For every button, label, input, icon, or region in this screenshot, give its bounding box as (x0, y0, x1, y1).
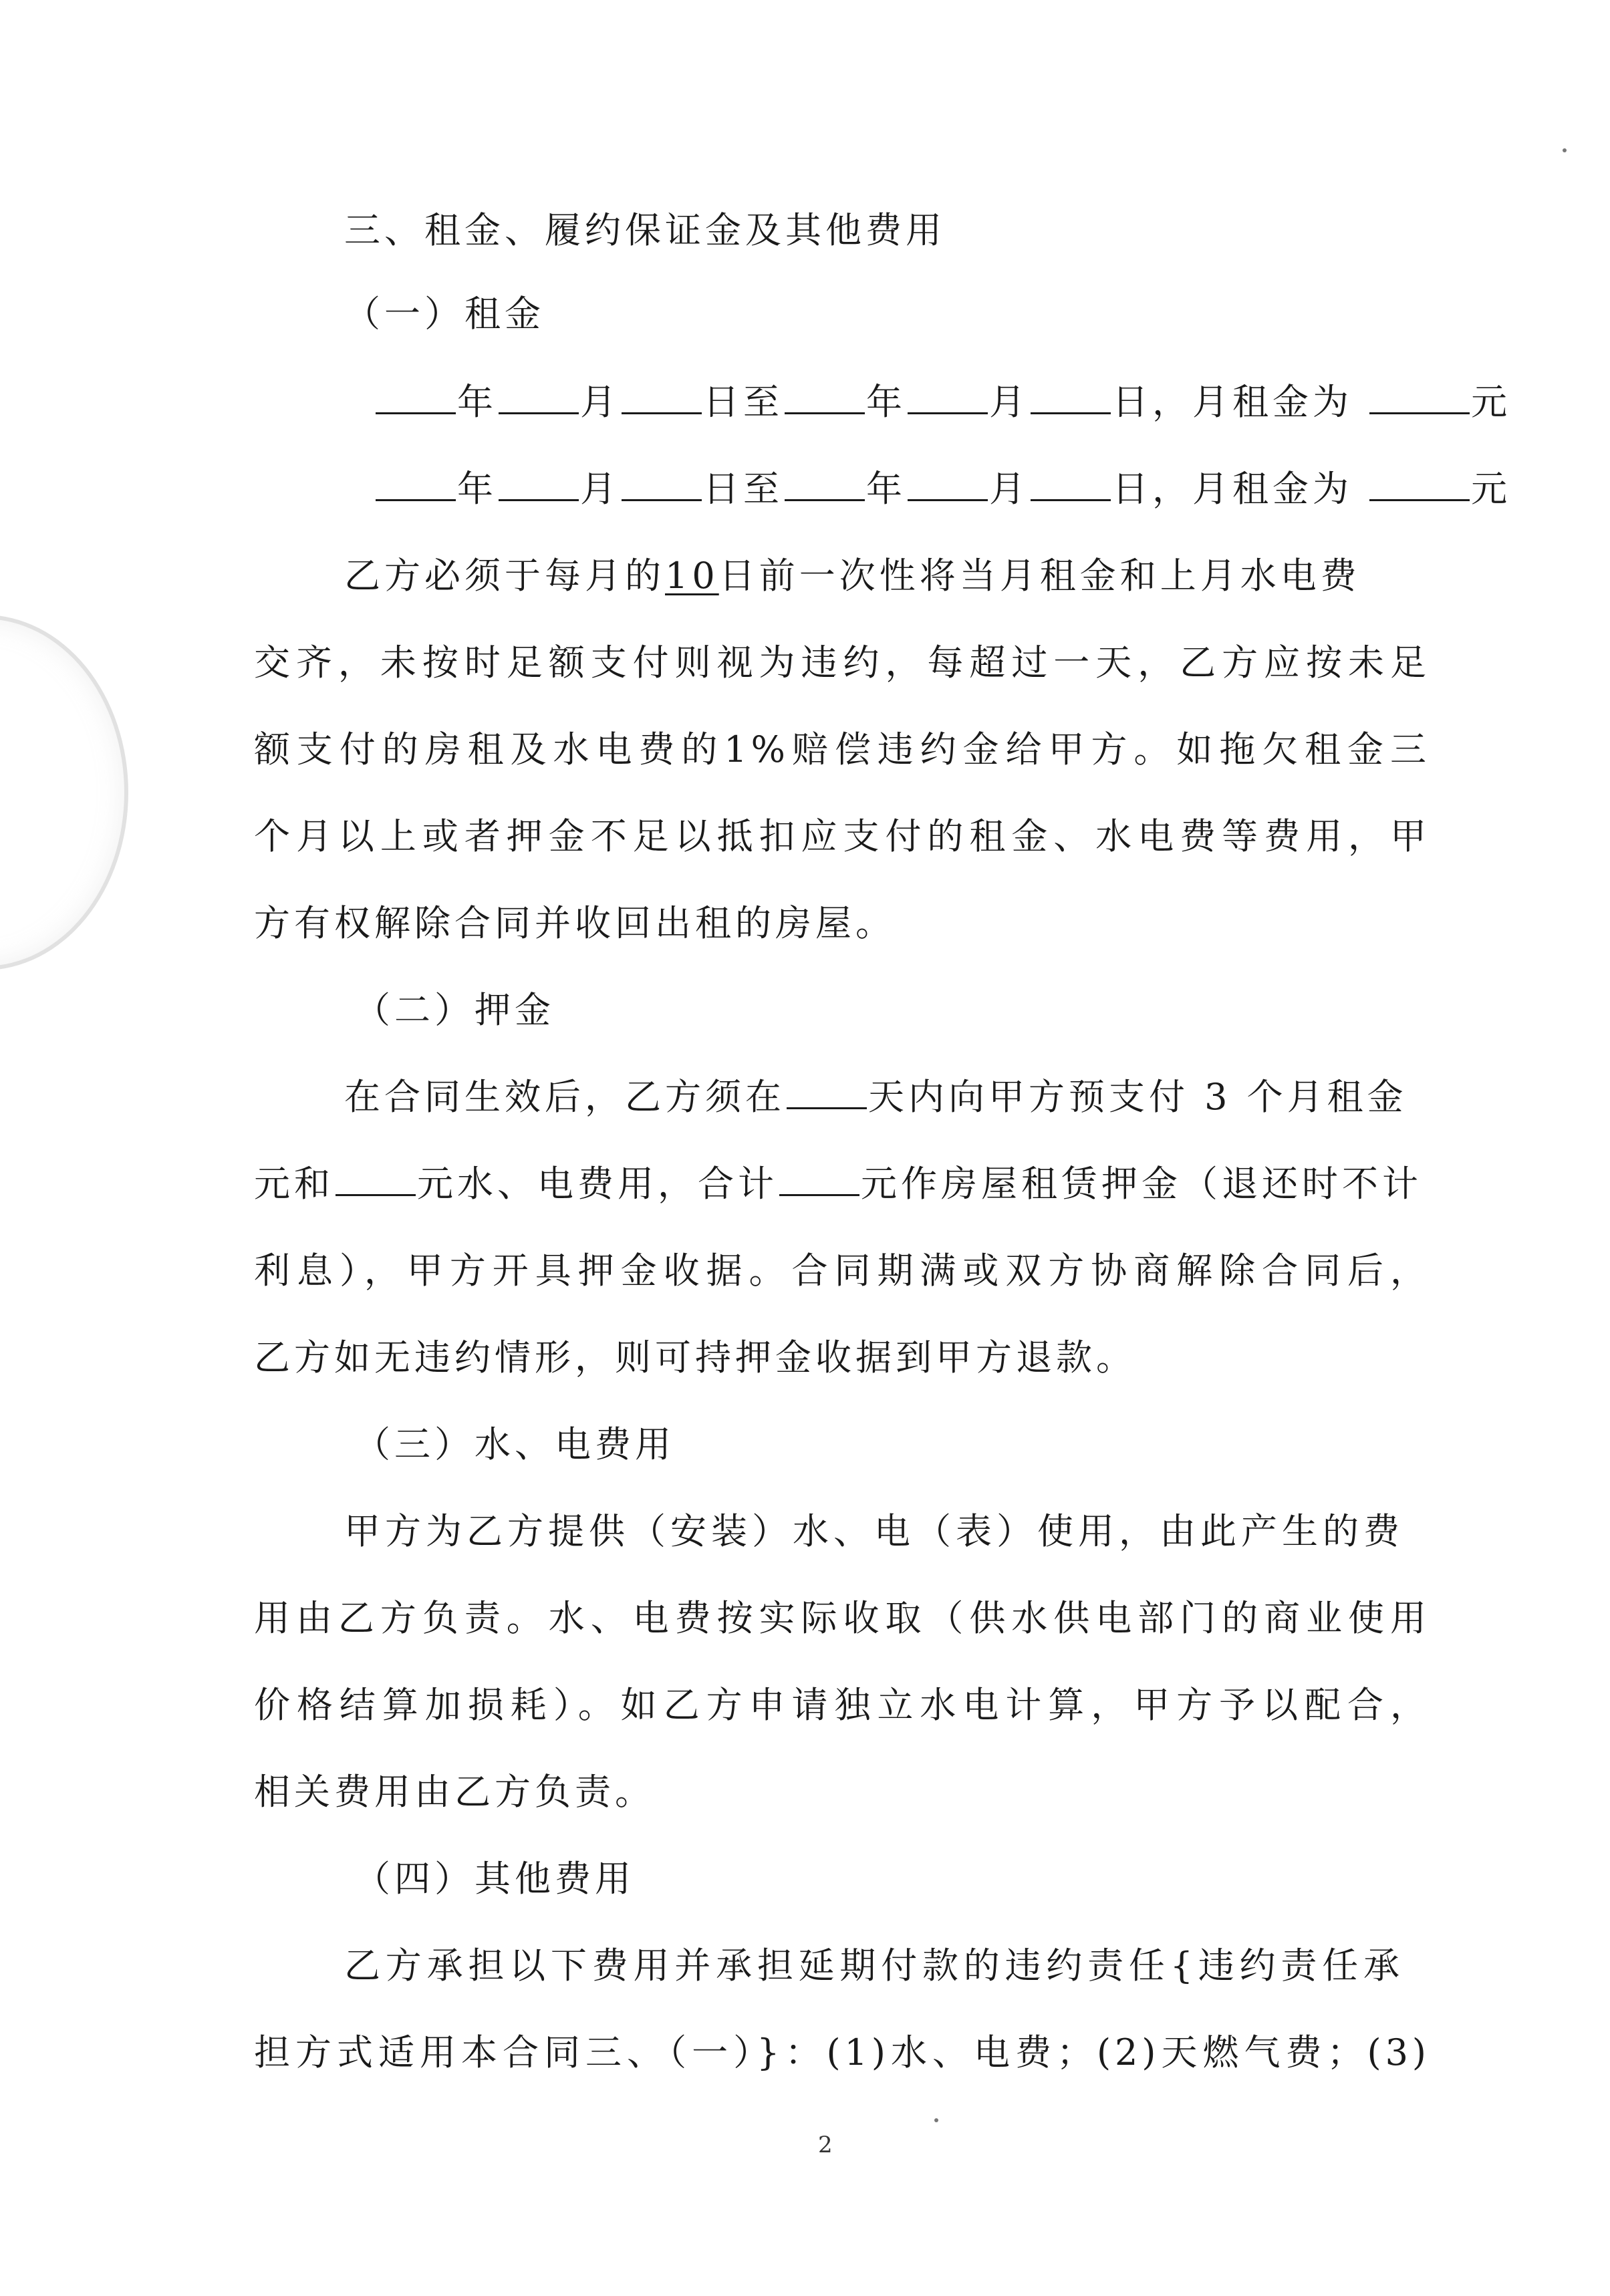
utilities-line-3: 价格结算加损耗）。如乙方申请独立水电计算，甲方予以配合， (254, 1684, 1430, 1726)
deposit-line-2: 元和 元水、电费用，合计 元作房屋租赁押金（退还时不计 (254, 1157, 1430, 1211)
other-fees-line-2: 担方式适用本合同三、（一）}：(1)水、电费；(2)天燃气费；(3) (254, 2031, 1430, 2073)
rent-paragraph-line-2: 交齐，未按时足额支付则视为违约，每超过一天，乙方应按未足 (254, 641, 1430, 684)
section-title: 三、租金、履约保证金及其他费用 (344, 209, 946, 251)
rent-paragraph-line-1: 乙方必须于每月的10日前一次性将当月租金和上月水电费 (344, 555, 1361, 597)
rent-period-row-2: 年 月 日至 年 月 日，月租金为 元 (374, 462, 1551, 516)
utilities-line-1: 甲方为乙方提供（安装）水、电（表）使用，由此产生的费 (344, 1510, 1403, 1552)
page-number: 2 (818, 2132, 833, 2158)
blank-field[interactable] (779, 1158, 859, 1196)
rent-period-row-1: 年 月 日至 年 月 日，月租金为 元 (374, 376, 1551, 429)
blank-field[interactable] (1031, 463, 1111, 501)
scan-speck (1563, 148, 1567, 152)
blank-field[interactable] (376, 463, 456, 501)
blank-field[interactable] (908, 463, 988, 501)
blank-field[interactable] (336, 1158, 416, 1196)
rent-paragraph-line-5: 方有权解除合同并收回出租的房屋。 (254, 902, 896, 944)
deposit-line-3: 利息），甲方开具押金收据。合同期满或双方协商解除合同后， (254, 1250, 1430, 1292)
other-fees-line-1: 乙方承担以下费用并承担延期付款的违约责任{违约责任承 (344, 1945, 1403, 1987)
blank-field[interactable] (785, 463, 865, 501)
utilities-line-2: 用由乙方负责。水、电费按实际收取（供水供电部门的商业使用 (254, 1597, 1430, 1639)
utilities-line-4: 相关费用由乙方负责。 (254, 1771, 655, 1813)
rent-heading: （一）租金 (344, 293, 545, 335)
blank-field[interactable] (499, 463, 579, 501)
blank-field[interactable] (787, 1071, 867, 1109)
deposit-line-1: 在合同生效后，乙方须在 天内向甲方预支付 3 个月租金 (344, 1070, 1403, 1124)
deposit-line-4: 乙方如无违约情形，则可持押金收据到甲方退款。 (254, 1336, 1136, 1379)
deposit-heading: （二）押金 (354, 989, 555, 1031)
payment-day: 10 (665, 555, 719, 597)
blank-field[interactable] (785, 376, 865, 414)
rent-paragraph-line-3: 额支付的房租及水电费的1%赔偿违约金给甲方。如拖欠租金三 (254, 728, 1430, 770)
blank-field[interactable] (622, 463, 702, 501)
rent-paragraph-line-4: 个月以上或者押金不足以抵扣应支付的租金、水电费等费用，甲 (254, 815, 1430, 857)
blank-field[interactable] (908, 376, 988, 414)
utilities-heading: （三）水、电费用 (354, 1423, 675, 1465)
scan-speck (934, 2118, 938, 2122)
seal-stamp-partial (0, 615, 128, 970)
blank-field[interactable] (1369, 463, 1470, 501)
blank-field[interactable] (376, 376, 456, 414)
blank-field[interactable] (499, 376, 579, 414)
blank-field[interactable] (1369, 376, 1470, 414)
other-fees-heading: （四）其他费用 (354, 1858, 635, 1900)
blank-field[interactable] (1031, 376, 1111, 414)
blank-field[interactable] (622, 376, 702, 414)
